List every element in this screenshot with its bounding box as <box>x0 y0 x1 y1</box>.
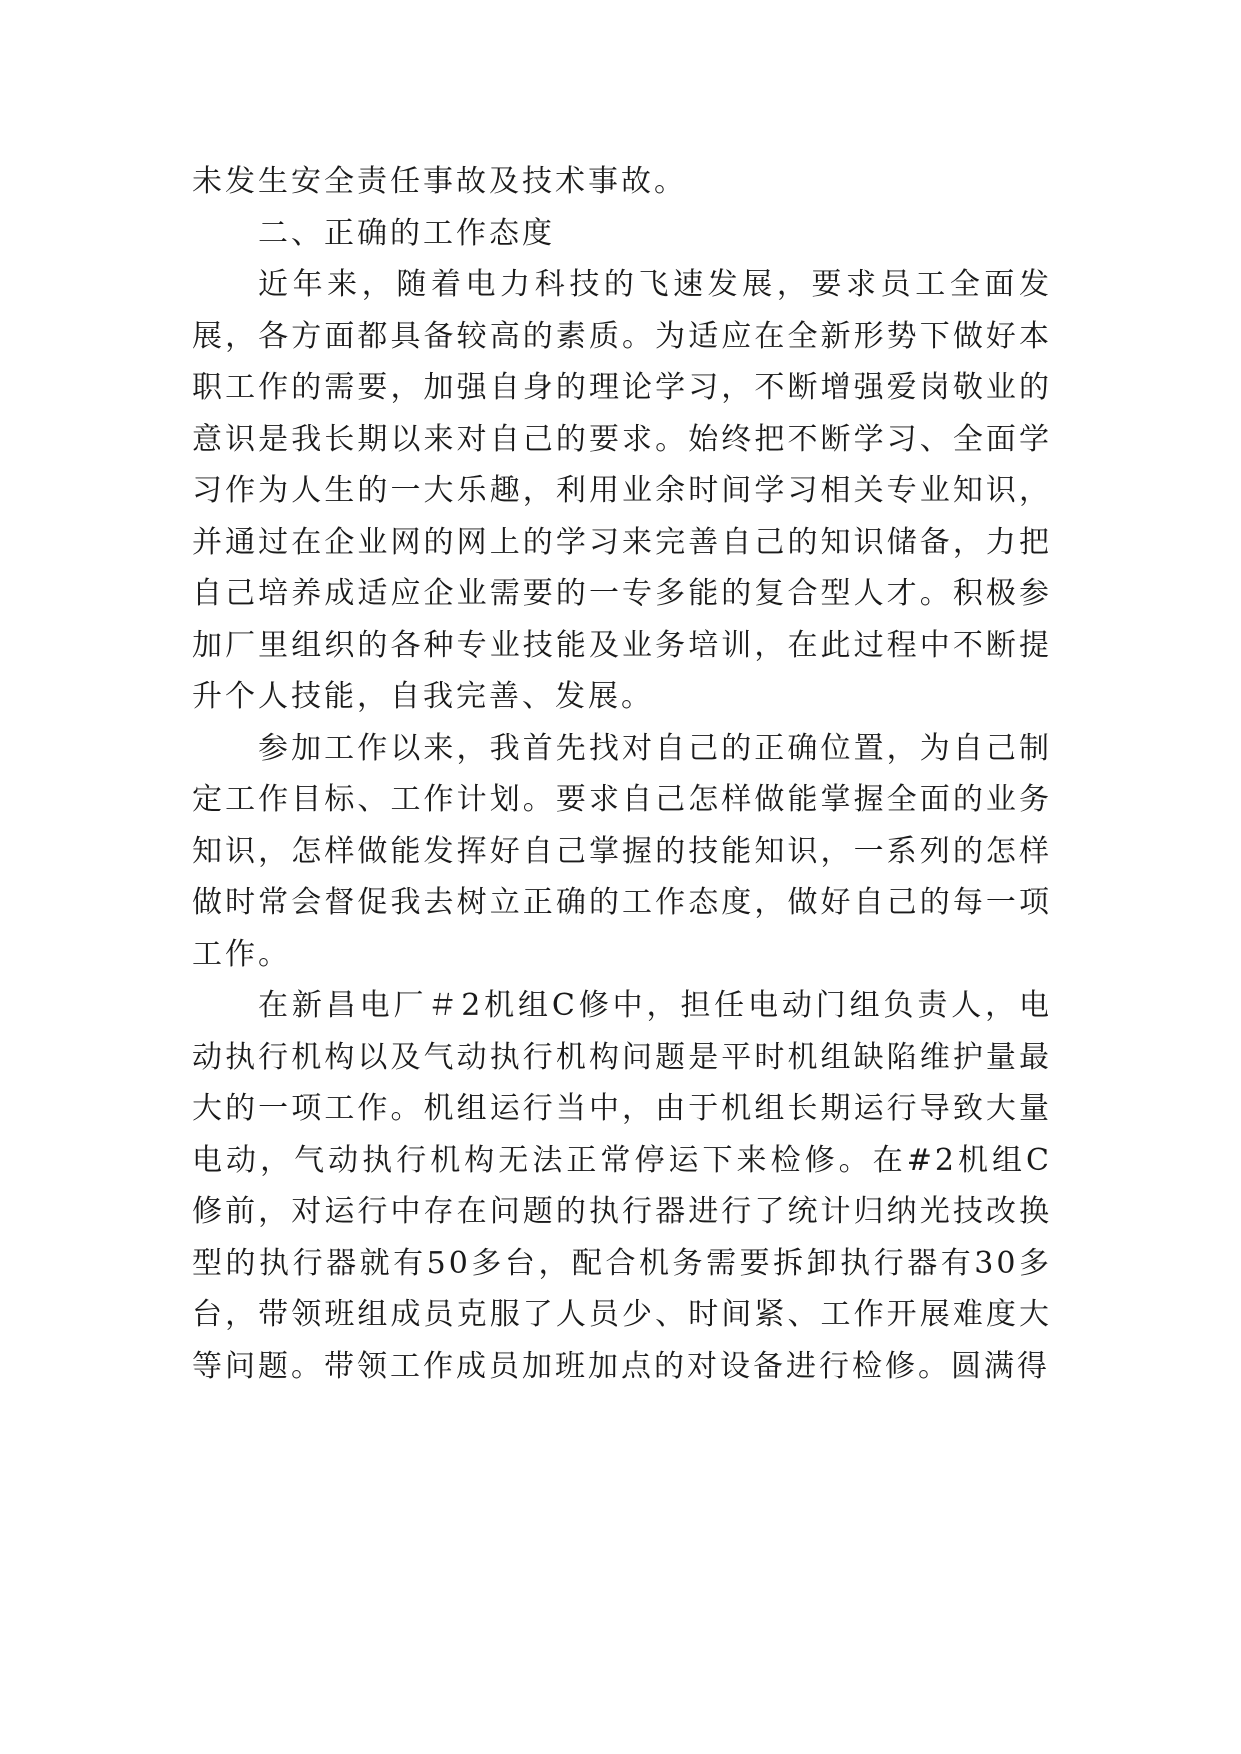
section-heading: 二、正确的工作态度 <box>258 215 555 251</box>
paragraph-learning: 近年来，随着电力科技的飞速发展，要求员工全面发展，各方面都具备较高的素质。为适应在全新形势下做好本职工作的需要，加强自身的理论学习，不断增强爱岗敬业的意识是我长期以来对自己的要求。始终把不断学习、全面学习作为人生的一大乐趣，利用业余时间学习相关专业知识，并通过在企业网的网上的学习来完善自己的知识储备，力把自己培养成适应企业需要的一专多能的复合型人才。积极参加厂里组织的各种专业技能及业务培训，在此过程中不断提升个人技能，自我完善、发展。 <box>192 267 1052 714</box>
paragraph-continuation: 未发生安全责任事故及技术事故。 <box>192 164 687 199</box>
paragraph-attitude: 参加工作以来，我首先找对自己的正确位置，为自己制定工作目标、工作计划。要求自己怎样做能掌握全面的业务知识，怎样做能发挥好自己掌握的技能知识，一系列的怎样做时常会督促我去树立正确的工作态度，做好自己的每一项工作。 <box>192 730 1052 972</box>
document-body <box>192 156 1052 1392</box>
paragraph-maintenance: 在新昌电厂＃2机组C修中，担任电动门组负责人，电动执行机构以及气动执行机构问题是平时机组缺陷维护量最大的一项工作。机组运行当中，由于机组长期运行导致大量电动，气动执行机构无法正常停运下来检修。在#2机组C修前，对运行中存在问题的执行器进行了统计归纳光技改换型的执行器就有50多台，配合机务需要拆卸执行器有30多台，带领班组成员克服了人员少、时间紧、工作开展难度大等问题。带领工作成员加班加点的对设备进行检修。圆满得 <box>192 988 1052 1384</box>
